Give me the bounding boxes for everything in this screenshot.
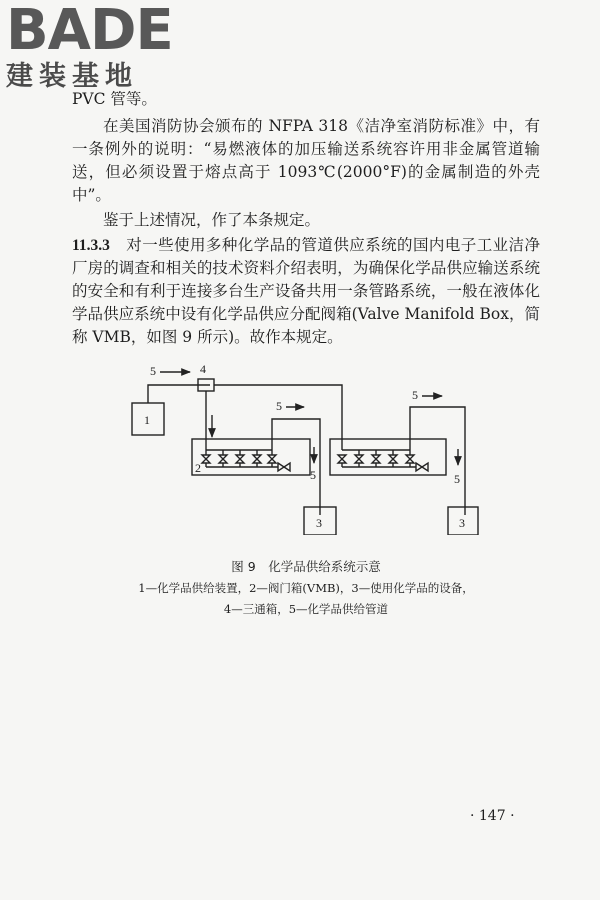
body-text [72, 88, 540, 349]
label-pipe-inlet: 5 [150, 364, 156, 378]
logo-tagline: 建装基地 [6, 61, 138, 92]
label-tee: 4 [200, 362, 206, 376]
paragraph-conclusion: 鉴于上述情况，作了本条规定。 [103, 211, 321, 229]
label-pipe-equip2: 5 [454, 472, 460, 486]
label-pipe-vmb1-out: 5 [276, 399, 282, 413]
page-number: · 147 · [470, 808, 515, 824]
vmb2-valves [338, 450, 428, 471]
paragraph-section [72, 234, 540, 349]
section-text: 对一些使用多种化学品的管道供应系统的国内电子工业洁净厂房的调查和相关的技术资料介绍表明，为确保化学品供应输送系统的安全和有利于连接多台生产设备共用一条管路系统，一般在液体化学品供应系统中设有化学品供应分配阀箱(Valve Manifold Box，简称 VMB，如图 9 所示)。故作本规定。 [72, 236, 540, 346]
vmb1-riser [272, 419, 320, 515]
label-pipe-equip1: 5 [310, 468, 316, 482]
figure-caption: 图 9 化学品供给系统示意 [231, 559, 381, 574]
paragraph-continuation: PVC 管等。 [72, 90, 157, 108]
supply-pipe-main [148, 385, 210, 403]
vmb2-riser [410, 407, 465, 515]
figure-9-diagram [120, 355, 480, 539]
label-equipment-2: 3 [459, 516, 465, 530]
section-number: 11.3.3 [72, 237, 110, 254]
label-pipe-vmb2-out: 5 [412, 388, 418, 402]
figure-legend [72, 578, 540, 620]
figure-legend-line-1: 1—化学品供给装置，2—阀门箱(VMB)，3—使用化学品的设备， [138, 581, 474, 595]
vmb-box-1 [192, 439, 310, 475]
label-vmb-1: 2 [195, 461, 201, 475]
label-equipment-1: 3 [316, 516, 322, 530]
paragraph-nfpa: 在美国消防协会颁布的 NFPA 318《洁净室消防标准》中，有一条例外的说明：“易燃液体的加压输送系统容许用非金属管道输送，但必须设置于熔点高于 1093℃(2000°F)的金属制造的外壳中”。 [72, 117, 540, 204]
vmb1-valves [202, 450, 290, 471]
logo-brand: BADE [6, 0, 173, 63]
figure-legend-line-2: 4—三通箱，5—化学品供给管道 [223, 602, 389, 616]
label-supply-unit: 1 [144, 413, 150, 427]
logo [6, 2, 181, 94]
main-header-pipe [214, 385, 342, 450]
